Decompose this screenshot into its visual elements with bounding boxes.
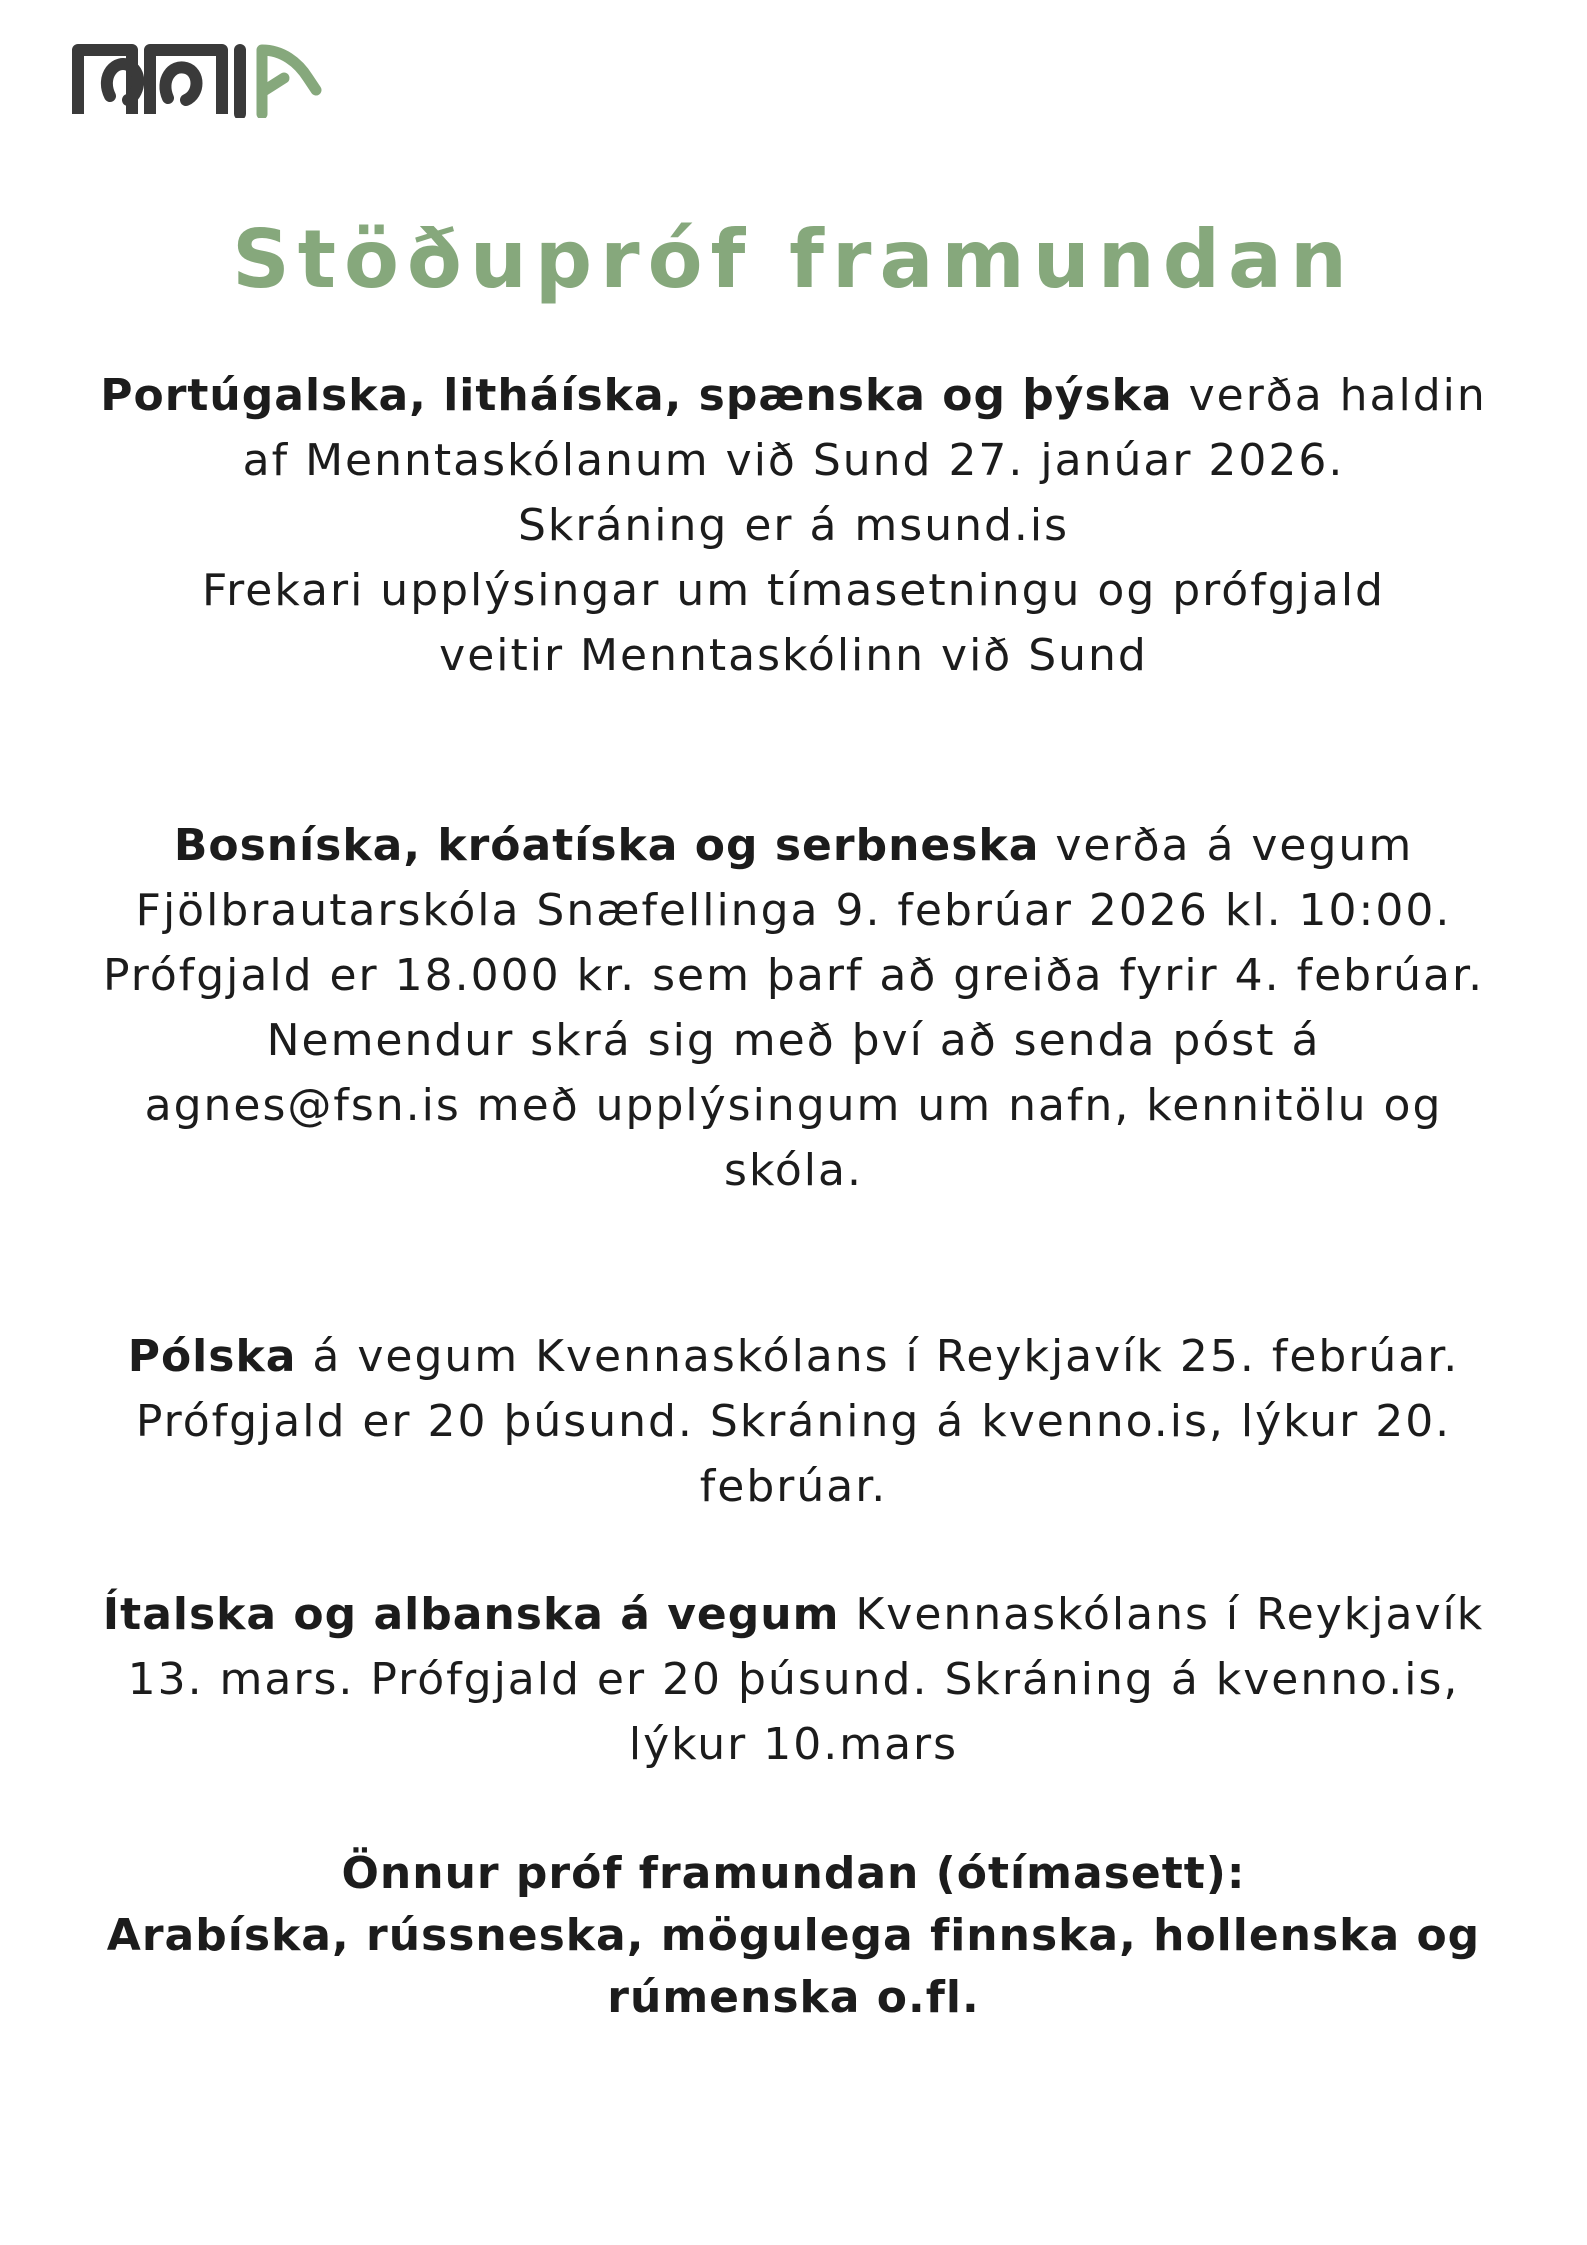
section-paragraph — [100, 1324, 1487, 1519]
section-text: Kvennaskólans í Reykjavík 13. mars. Prófgjald er 20 þúsund. Skráning á kvenno.is, lýkur 10.mars — [127, 1589, 1485, 1770]
other-exams-section — [100, 1843, 1487, 2029]
other-exams-heading: Önnur próf framundan (ótímasett): — [341, 1848, 1246, 1899]
exam-section-bosnian — [100, 813, 1487, 1203]
exam-section-italian — [100, 1582, 1487, 1777]
languages-label: Bosníska, króatíska og serbneska — [173, 820, 1040, 871]
exam-section-portuguese — [100, 363, 1487, 688]
section-text: verða á vegum Fjölbrautarskóla Snæfellinga 9. febrúar 2026 kl. 10:00. Prófgjald er 18.000 kr. sem þarf að greiða fyrir 4. febrúar. — [102, 820, 1485, 1001]
registration-line: Nemendur skrá sig með því að senda póst á agnes@fsn.is með upplýsingum um nafn, kennitölu og skóla. — [144, 1015, 1443, 1196]
exam-section-polish — [100, 1324, 1487, 1519]
section-paragraph — [100, 813, 1487, 1008]
other-exams-list: Arabíska, rússneska, mögulega finnska, hollenska og rúmenska o.fl. — [106, 1910, 1481, 2023]
section-paragraph — [100, 1582, 1487, 1777]
section-paragraph — [100, 363, 1487, 493]
page-title: Stöðupróf framundan — [232, 213, 1355, 306]
languages-label: Pólska — [127, 1331, 297, 1382]
info-line: Frekari upplýsingar um tímasetningu og prófgjald veitir Menntaskólinn við Sund — [202, 565, 1385, 681]
logo — [72, 36, 322, 118]
section-text: verða haldin af Menntaskólanum við Sund 27. janúar 2026. — [242, 370, 1487, 486]
logo-mark — [72, 36, 322, 118]
section-text: á vegum Kvennaskólans í Reykjavík 25. febrúar. Prófgjald er 20 þúsund. Skráning á kvenno.is, lýkur 20. febrúar. — [135, 1331, 1460, 1512]
languages-label: Portúgalska, litháíska, spænska og þýska — [100, 370, 1173, 421]
languages-label: Ítalska og albanska á vegum — [102, 1589, 840, 1640]
registration-line: Skráning er á msund.is — [517, 500, 1070, 551]
